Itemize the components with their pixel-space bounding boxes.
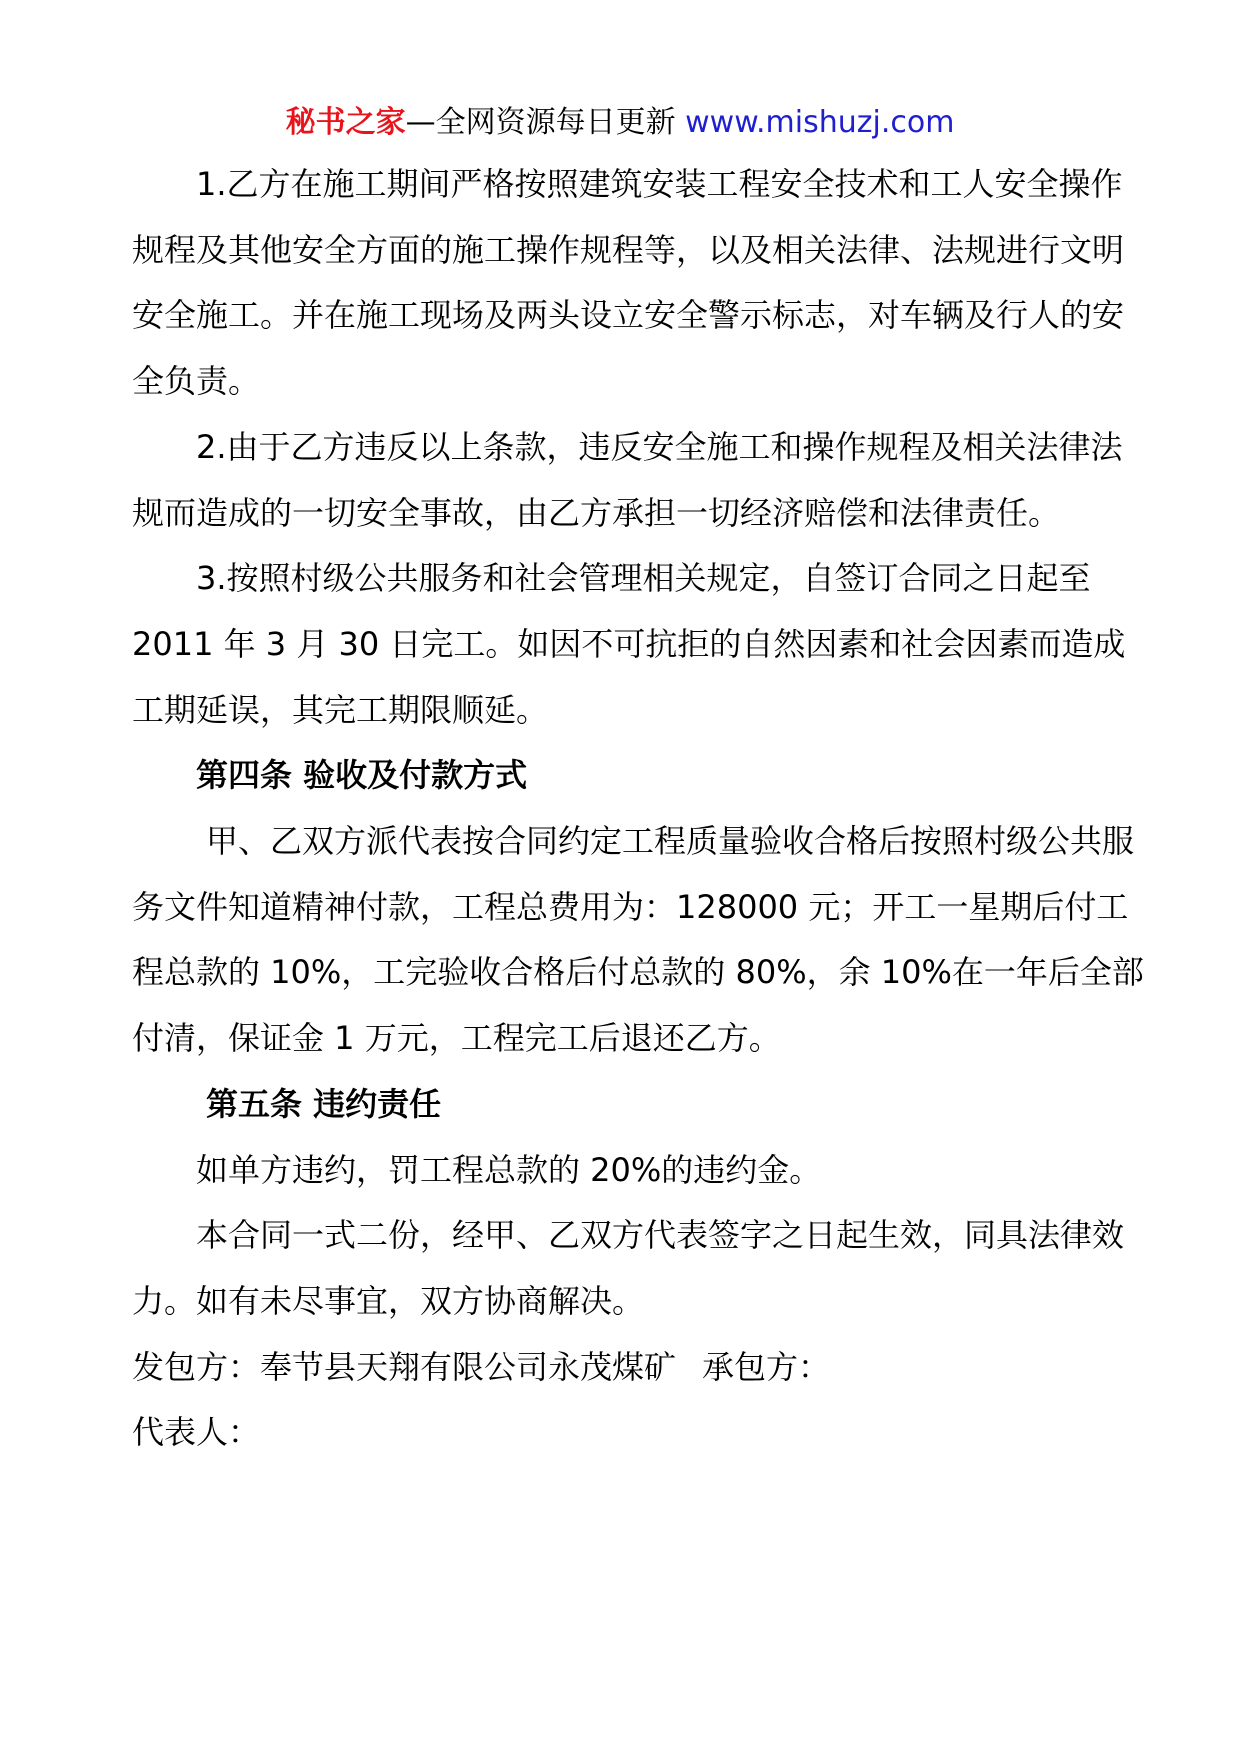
article-5-penalty-text: 如单方违约，罚工程总款的 20%的违约金。 bbox=[196, 1150, 822, 1189]
site-url-link[interactable]: www.mishuzj.com bbox=[685, 105, 955, 140]
article-5-heading: 第五条 违约责任 bbox=[206, 1084, 442, 1123]
party-a-label: 发包方：奉节县天翔有限公司永茂煤矿 bbox=[132, 1347, 677, 1386]
contract-body bbox=[132, 152, 1152, 1466]
clause-safety-1: 1.乙方在施工期间严格按照建筑安装工程安全技术和工人安全操作规程及其他安全方面的施工操作规程等，以及相关法律、法规进行文明安全施工。并在施工现场及两头设立安全警示标志，对车辆及行人的安全负责。 bbox=[132, 165, 1125, 401]
clause-safety-2: 2.由于乙方违反以上条款，违反安全施工和操作规程及相关法律法规而造成的一切安全事故，由乙方承担一切经济赔偿和法律责任。 bbox=[132, 427, 1123, 532]
contract-validity-text: 本合同一式二份，经甲、乙双方代表签字之日起生效，同具法律效力。如有未尽事宜，双方协商解决。 bbox=[132, 1216, 1125, 1320]
signature-parties-line bbox=[132, 1335, 1152, 1401]
party-b-label: 承包方： bbox=[702, 1347, 831, 1386]
article-4-payment-text: 甲、乙双方派代表按合同约定工程质量验收合格后按照村级公共服务文件知道精神付款，工程总费用为：128000 元；开工一星期后付工程总款的 10%，工完验收合格后付总款的 80%，余 10%在一年后全部付清，保证金 1 万元，工程完工后退还乙方。 bbox=[132, 822, 1144, 1058]
site-tagline: —全网资源每日更新 bbox=[405, 105, 676, 140]
article-4-heading: 第四条 验收及付款方式 bbox=[196, 756, 528, 795]
representative-line: 代表人： bbox=[132, 1413, 261, 1452]
clause-schedule-3: 3.按照村级公共服务和社会管理相关规定，自签订合同之日起至 2011 年 3 月 30 日完工。如因不可抗拒的自然因素和社会因素而造成工期延误，其完工期限顺延。 bbox=[132, 559, 1126, 729]
site-brand: 秘书之家 bbox=[285, 105, 406, 140]
site-header bbox=[0, 103, 1240, 143]
